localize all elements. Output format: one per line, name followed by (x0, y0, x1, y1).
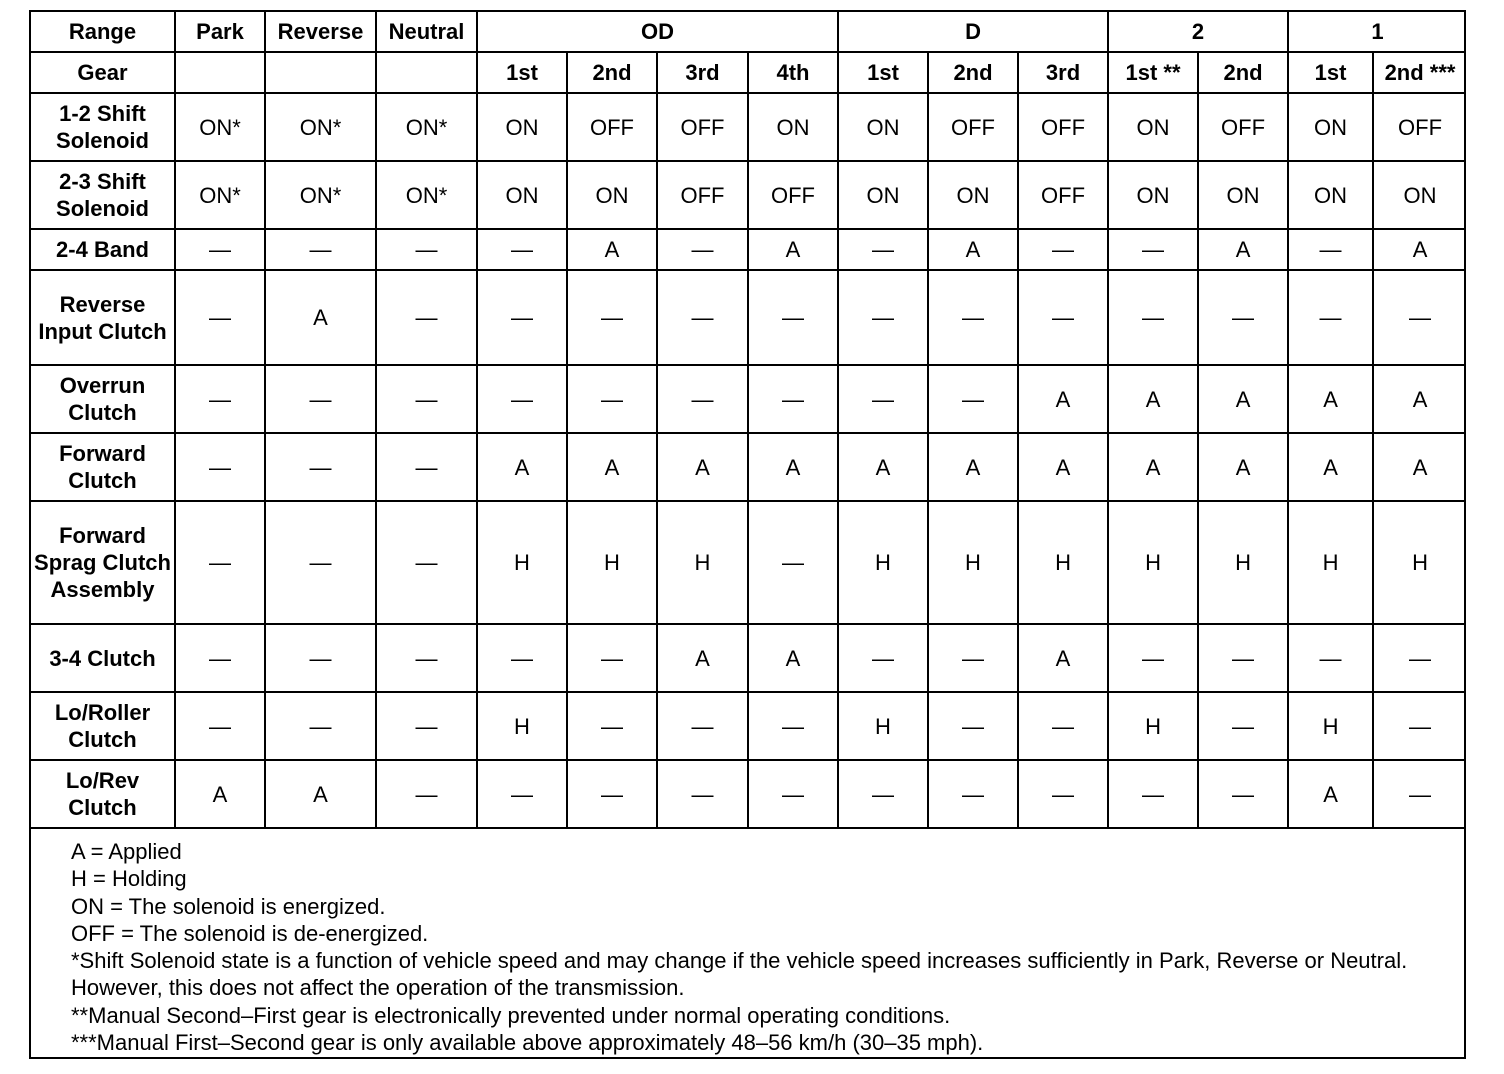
gear-cell: 1st ** (1108, 52, 1198, 93)
state-cell: OFF (1018, 161, 1108, 229)
gear-cell: 2nd *** (1373, 52, 1466, 93)
state-cell: — (928, 365, 1018, 433)
state-cell: — (1288, 270, 1373, 365)
state-cell: — (748, 692, 838, 760)
state-cell: — (265, 692, 376, 760)
state-cell: A (265, 270, 376, 365)
state-cell: — (376, 501, 477, 624)
table-row (31, 760, 1466, 828)
state-cell: A (1198, 229, 1288, 270)
state-cell: — (838, 624, 928, 692)
legend-item: ***Manual First–Second gear is only available above approximately 48–56 km/h (30–35 mph). (71, 1030, 984, 1056)
state-cell: — (175, 624, 265, 692)
state-cell: — (1108, 270, 1198, 365)
gear-cell: 1st (477, 52, 567, 93)
state-cell: — (1018, 692, 1108, 760)
state-cell: A (1288, 433, 1373, 501)
state-cell: A (748, 433, 838, 501)
state-cell: — (1373, 760, 1466, 828)
state-cell: — (567, 365, 657, 433)
state-cell: — (477, 270, 567, 365)
table-row (31, 161, 1466, 229)
state-cell: A (657, 624, 748, 692)
legend (71, 838, 1441, 1056)
state-cell: A (567, 229, 657, 270)
state-cell: ON (477, 161, 567, 229)
state-cell: H (567, 501, 657, 624)
row-label: 3-4 Clutch (31, 624, 175, 692)
row-label: Lo/Rev Clutch (31, 760, 175, 828)
shift-table (31, 12, 1466, 829)
state-cell: H (1288, 692, 1373, 760)
state-cell: — (175, 433, 265, 501)
gear-cell: 2nd (567, 52, 657, 93)
state-cell: — (567, 270, 657, 365)
state-cell: A (1018, 433, 1108, 501)
state-cell: — (567, 624, 657, 692)
legend-item: OFF = The solenoid is de-energized. (71, 920, 429, 946)
legend-item: **Manual Second–First gear is electronically prevented under normal operating conditions. (71, 1002, 951, 1028)
state-cell: — (265, 501, 376, 624)
state-cell: — (175, 692, 265, 760)
state-cell: ON* (265, 161, 376, 229)
gear-header: Gear (31, 52, 175, 93)
state-cell: — (1198, 692, 1288, 760)
state-cell: ON (1198, 161, 1288, 229)
state-cell: ON* (265, 93, 376, 161)
state-cell: — (748, 365, 838, 433)
state-cell: A (748, 229, 838, 270)
state-cell: — (1288, 229, 1373, 270)
state-cell: OFF (1373, 93, 1466, 161)
state-cell: ON (1288, 93, 1373, 161)
state-cell: — (928, 760, 1018, 828)
state-cell: — (748, 501, 838, 624)
legend-item: H = Holding (71, 866, 187, 892)
state-cell: A (175, 760, 265, 828)
table-row (31, 270, 1466, 365)
state-cell: A (477, 433, 567, 501)
state-cell: — (1018, 760, 1108, 828)
row-label: 1-2 Shift Solenoid (31, 93, 175, 161)
state-cell: — (265, 229, 376, 270)
state-cell: A (928, 229, 1018, 270)
state-cell: A (1373, 365, 1466, 433)
state-cell: — (657, 270, 748, 365)
state-cell: — (1373, 270, 1466, 365)
state-cell: — (838, 229, 928, 270)
state-cell: — (1108, 229, 1198, 270)
state-cell: — (376, 692, 477, 760)
state-cell: — (1018, 229, 1108, 270)
state-cell: — (1198, 270, 1288, 365)
state-cell: ON (477, 93, 567, 161)
state-cell: — (265, 365, 376, 433)
state-cell: ON* (175, 93, 265, 161)
state-cell: ON (1288, 161, 1373, 229)
state-cell: — (657, 692, 748, 760)
range-d: D (838, 12, 1108, 52)
row-label: 2-4 Band (31, 229, 175, 270)
range-header-row (31, 12, 1466, 52)
table-row (31, 93, 1466, 161)
state-cell: ON (748, 93, 838, 161)
state-cell: ON (838, 93, 928, 161)
state-cell: — (1018, 270, 1108, 365)
state-cell: — (1198, 760, 1288, 828)
state-cell: — (1108, 624, 1198, 692)
table-row (31, 624, 1466, 692)
state-cell: A (928, 433, 1018, 501)
state-cell: A (1373, 229, 1466, 270)
state-cell: A (1198, 365, 1288, 433)
state-cell: OFF (1198, 93, 1288, 161)
state-cell: — (567, 692, 657, 760)
state-cell: A (1108, 433, 1198, 501)
state-cell: ON (928, 161, 1018, 229)
state-cell: — (1108, 760, 1198, 828)
state-cell: H (838, 692, 928, 760)
state-cell: OFF (657, 161, 748, 229)
state-cell: — (376, 270, 477, 365)
state-cell: ON (1108, 93, 1198, 161)
gear-cell (376, 52, 477, 93)
legend-item: A = Applied (71, 839, 182, 864)
state-cell: — (265, 624, 376, 692)
gear-cell: 2nd (928, 52, 1018, 93)
state-cell: — (1373, 692, 1466, 760)
range-neutral: Neutral (376, 12, 477, 52)
state-cell: H (1198, 501, 1288, 624)
state-cell: ON* (376, 161, 477, 229)
state-cell: OFF (928, 93, 1018, 161)
state-cell: — (175, 229, 265, 270)
state-cell: A (1018, 624, 1108, 692)
state-cell: ON (1373, 161, 1466, 229)
gear-cell: 1st (838, 52, 928, 93)
state-cell: A (1108, 365, 1198, 433)
state-cell: A (567, 433, 657, 501)
state-cell: — (175, 365, 265, 433)
state-cell: — (376, 624, 477, 692)
state-cell: ON* (175, 161, 265, 229)
state-cell: — (477, 365, 567, 433)
table-row (31, 229, 1466, 270)
state-cell: — (657, 365, 748, 433)
state-cell: A (838, 433, 928, 501)
state-cell: OFF (657, 93, 748, 161)
state-cell: — (567, 760, 657, 828)
gear-cell: 3rd (657, 52, 748, 93)
state-cell: H (477, 692, 567, 760)
state-cell: H (1018, 501, 1108, 624)
state-cell: — (748, 270, 838, 365)
legend-item: *Shift Solenoid state is a function of vehicle speed and may change if the vehicle speed increases sufficiently in Park, Reverse or Neutral. However, this does not affect the operation of the transmission. (71, 948, 1414, 1001)
state-cell: A (1198, 433, 1288, 501)
state-cell: A (657, 433, 748, 501)
row-label: Forward Sprag Clutch Assembly (31, 501, 175, 624)
gear-cell: 4th (748, 52, 838, 93)
state-cell: — (477, 229, 567, 270)
state-cell: OFF (1018, 93, 1108, 161)
state-cell: — (838, 270, 928, 365)
state-cell: A (1288, 365, 1373, 433)
state-cell: — (928, 692, 1018, 760)
state-cell: A (1018, 365, 1108, 433)
state-cell: — (175, 270, 265, 365)
state-cell: ON (1108, 161, 1198, 229)
state-cell: H (1108, 692, 1198, 760)
state-cell: — (838, 365, 928, 433)
state-cell: — (1198, 624, 1288, 692)
row-label: 2-3 Shift Solenoid (31, 161, 175, 229)
state-cell: — (265, 433, 376, 501)
state-cell: — (175, 501, 265, 624)
state-cell: OFF (567, 93, 657, 161)
state-cell: H (657, 501, 748, 624)
gear-cell: 1st (1288, 52, 1373, 93)
state-cell: H (838, 501, 928, 624)
state-cell: — (1373, 624, 1466, 692)
table-body (31, 93, 1466, 828)
state-cell: — (1288, 624, 1373, 692)
state-cell: — (376, 365, 477, 433)
state-cell: ON (838, 161, 928, 229)
range-od: OD (477, 12, 838, 52)
gear-cell: 3rd (1018, 52, 1108, 93)
range-1: 1 (1288, 12, 1466, 52)
state-cell: A (1373, 433, 1466, 501)
row-label: Reverse Input Clutch (31, 270, 175, 365)
row-label: Overrun Clutch (31, 365, 175, 433)
state-cell: H (1373, 501, 1466, 624)
state-cell: — (477, 760, 567, 828)
state-cell: ON* (376, 93, 477, 161)
state-cell: — (477, 624, 567, 692)
state-cell: — (376, 433, 477, 501)
range-reverse: Reverse (265, 12, 376, 52)
state-cell: — (376, 760, 477, 828)
state-cell: — (376, 229, 477, 270)
legend-item: ON = The solenoid is energized. (71, 893, 386, 919)
state-cell: — (657, 229, 748, 270)
range-header: Range (31, 12, 175, 52)
gear-cell (175, 52, 265, 93)
row-label: Forward Clutch (31, 433, 175, 501)
table-row (31, 692, 1466, 760)
state-cell: — (838, 760, 928, 828)
range-park: Park (175, 12, 265, 52)
state-cell: — (657, 760, 748, 828)
state-cell: — (928, 624, 1018, 692)
table-row (31, 433, 1466, 501)
state-cell: — (748, 760, 838, 828)
state-cell: H (928, 501, 1018, 624)
table-row (31, 365, 1466, 433)
gear-cell: 2nd (1198, 52, 1288, 93)
state-cell: A (1288, 760, 1373, 828)
table-row (31, 501, 1466, 624)
state-cell: H (1288, 501, 1373, 624)
state-cell: ON (567, 161, 657, 229)
range-2: 2 (1108, 12, 1288, 52)
row-label: Lo/Roller Clutch (31, 692, 175, 760)
state-cell: A (265, 760, 376, 828)
state-cell: OFF (748, 161, 838, 229)
state-cell: — (928, 270, 1018, 365)
state-cell: A (748, 624, 838, 692)
state-cell: H (1108, 501, 1198, 624)
gear-cell (265, 52, 376, 93)
shift-chart (29, 10, 1466, 1059)
state-cell: H (477, 501, 567, 624)
gear-header-row (31, 52, 1466, 93)
